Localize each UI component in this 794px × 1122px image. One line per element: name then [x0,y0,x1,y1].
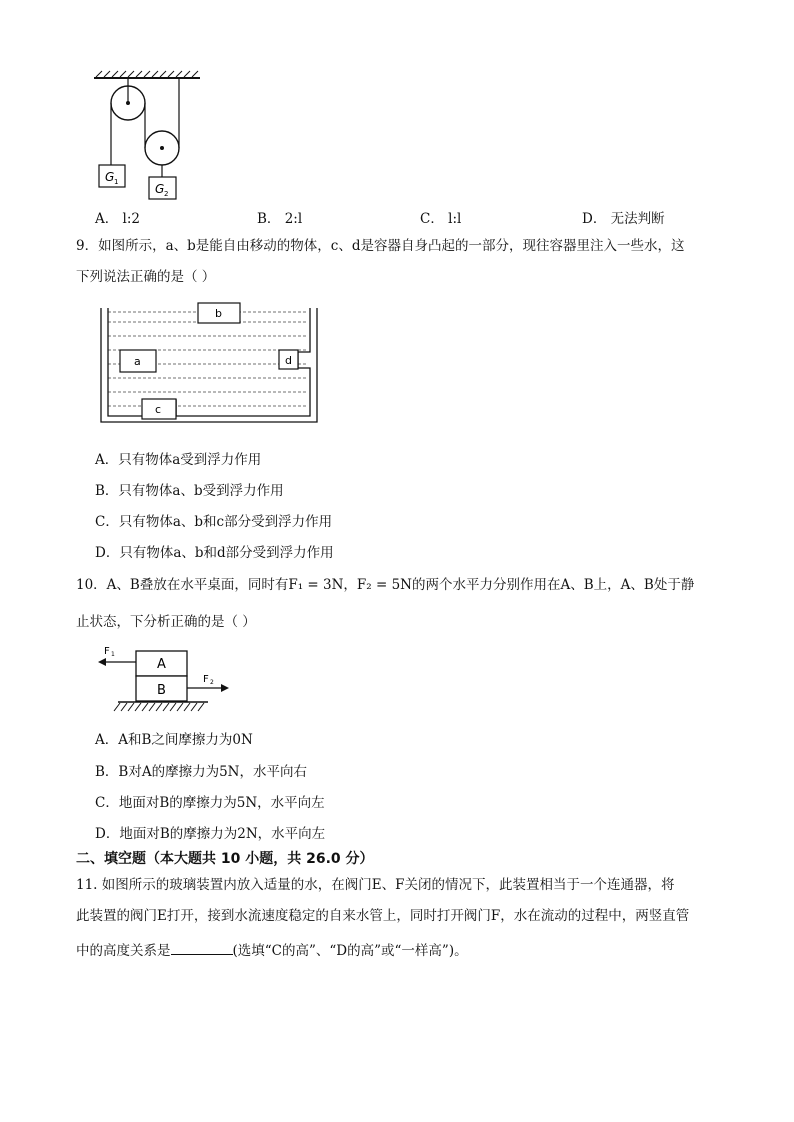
q8-option-d[interactable]: D． 无法判断 [582,211,665,227]
blocks-figure [96,640,246,716]
g1-sub: 1 [114,178,119,186]
label-b: b [215,307,222,320]
g2-sub: 2 [164,190,169,198]
q11-stem-line2: 此装置的阀门E打开，接到水流速度稳定的自来水管上，同时打开阀门F，水在流动的过程中，两竖直管 [76,908,690,924]
q8-option-b[interactable]: B． 2:l [257,211,303,227]
pulley-figure [88,70,208,202]
f1-label: F [104,646,110,657]
q11-stem-line3-start: 中的高度关系是 [76,943,171,959]
block-b-label: B [157,683,166,698]
q8-option-c[interactable]: C． l:l [420,211,462,227]
f1-sub: 1 [111,651,115,658]
q9-stem-line1: 9．如图所示，a、b是能自由移动的物体，c、d是容器自身凸起的一部分，现往容器里注入一些水，这 [76,238,685,254]
q9-option-b[interactable]: B．只有物体a、b受到浮力作用 [95,483,284,499]
q10-option-d[interactable]: D．地面对B的摩擦力为2N，水平向左 [95,826,326,842]
q9-option-c[interactable]: C．只有物体a、b和c部分受到浮力作用 [95,514,333,530]
block-a-label: A [157,657,166,672]
q9-stem-line2: 下列说法正确的是（ ） [76,269,216,285]
label-d: d [285,354,292,367]
q10-stem-line1: 10．A、B叠放在水平桌面，同时有F₁ = 3N，F₂ = 5N的两个水平力分别作用在A、B上，A、B处于静 [76,577,695,593]
f2-sub: 2 [210,679,214,686]
label-a: a [134,355,141,368]
q11-answer-blank[interactable] [171,940,233,955]
g2-label: G [155,182,165,196]
q11-stem-line3 [76,940,468,961]
container-figure [98,298,320,424]
label-c: c [155,403,162,416]
q10-option-a[interactable]: A．A和B之间摩擦力为0N [95,732,253,748]
q11-stem-line3-end: (选填“C的高”、“D的高”或“一样高”)。 [232,943,468,959]
q10-stem-line2: 止状态，下分析正确的是（ ） [76,614,256,630]
q9-option-d[interactable]: D．只有物体a、b和d部分受到浮力作用 [95,545,334,561]
g1-label: G [105,170,115,184]
q9-option-a[interactable]: A．只有物体a受到浮力作用 [95,452,262,468]
section-heading: 二、填空题（本大题共 10 小题，共 26.0 分） [76,851,374,867]
f2-label: F [203,674,209,685]
q11-stem-line1: 11. 如图所示的玻璃装置内放入适量的水，在阀门E、F关闭的情况下，此装置相当于一个连通器，将 [76,877,675,893]
q10-option-b[interactable]: B．B对A的摩擦力为5N，水平向右 [95,764,307,780]
q8-option-a[interactable]: A． l:2 [95,211,140,227]
q10-option-c[interactable]: C．地面对B的摩擦力为5N，水平向左 [95,795,325,811]
